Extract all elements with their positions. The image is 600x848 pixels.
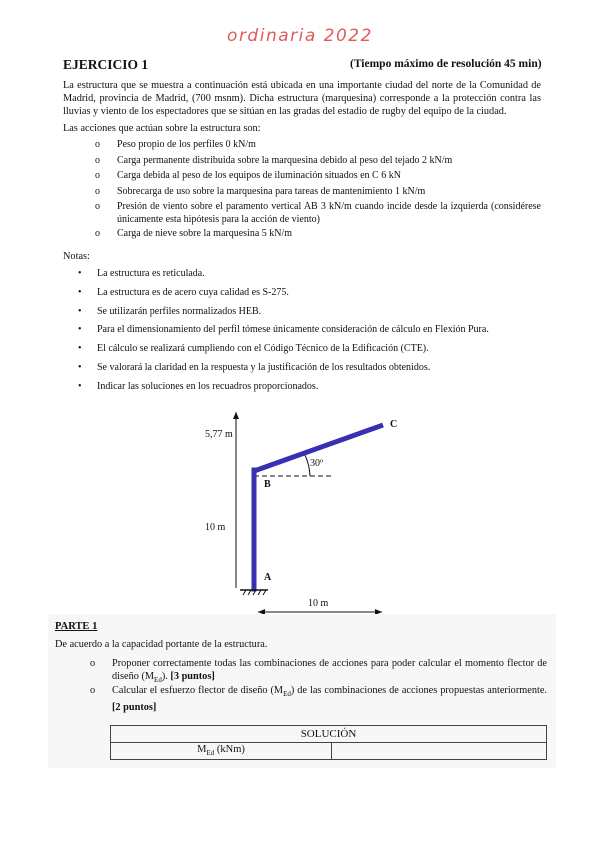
circle-bullet-icon: o	[90, 658, 96, 669]
intro-paragraph: La estructura que se muestra a continuación está ubicada en una importante ciudad del norte de la Comunidad de Madrid, provincia de Madrid, (700 msnm). Dicha estructura (marquesina) corresponde a la protección contra las lluvias y viento de los espectadores que se sitúan en las gradas del estadio de rugby del equipo de la ciudad.	[63, 80, 541, 117]
circle-bullet-icon: o	[90, 685, 96, 696]
solution-header: SOLUCIÓN	[111, 726, 547, 743]
dimension-label-top: 5,77 m	[205, 429, 233, 440]
list-item: • Indicar las soluciones en los recuadros proporcionados.	[78, 381, 319, 392]
bullet-icon: •	[78, 268, 82, 279]
list-item: • La estructura es reticulada.	[78, 268, 205, 279]
list-item: o Carga debida al peso de los equipos de iluminación situados en C 6 kN	[95, 170, 401, 181]
actions-heading: Las acciones que actúan sobre la estructura son:	[63, 123, 261, 134]
list-item: o Proponer correctamente todas las combinaciones de acciones para poder calcular el momento flector de diseño $(M_{Ed})$. [3 puntos]	[90, 658, 547, 685]
list-item: o Presión de viento sobre el paramento vertical AB 3 kN/m cuando incide desde la izquierda (considérese únicamente esta hipótesis para la acción de viento)	[95, 201, 541, 225]
list-item: • Se utilizarán perfiles normalizados HEB.	[78, 306, 262, 317]
list-item: o Sobrecarga de uso sobre la marquesina para tareas de mantenimiento 1 kN/m	[95, 186, 426, 197]
bullet-icon: •	[78, 324, 82, 335]
circle-bullet-icon: o	[95, 170, 100, 181]
fixed-support-icon	[240, 590, 268, 595]
notes-heading: Notas:	[63, 251, 90, 262]
circle-bullet-icon: o	[95, 139, 100, 150]
circle-bullet-icon: o	[95, 228, 100, 239]
angle-label: 30º	[310, 458, 324, 469]
bullet-icon: •	[78, 306, 82, 317]
part1-intro: De acuerdo a la capacidad portante de la estructura.	[55, 639, 268, 650]
solution-table	[110, 725, 547, 760]
list-item: o Carga de nieve sobre la marquesina 5 kN/m	[95, 228, 293, 239]
list-item: • La estructura es de acero cuya calidad es S-275.	[78, 287, 289, 298]
circle-bullet-icon: o	[95, 201, 100, 212]
solution-row-label: $M_{Ed}$ (kNm)	[111, 743, 332, 760]
bullet-icon: •	[78, 381, 82, 392]
dimension-label-left: 10 m	[205, 522, 226, 533]
dimension-label-bottom: 10 m	[308, 598, 329, 609]
list-item: • El cálculo se realizará cumpliendo con el Código Técnico de la Edificación (CTE).	[78, 343, 429, 354]
list-item: o Peso propio de los perfiles 0 kN/m	[95, 139, 256, 150]
point-label-a: A	[264, 572, 272, 583]
circle-bullet-icon: o	[95, 186, 100, 197]
solution-value-cell[interactable]	[332, 743, 547, 760]
bullet-icon: •	[78, 343, 82, 354]
list-item: • Para el dimensionamiento del perfil tómese únicamente consideración de cálculo en Flexión Pura.	[78, 324, 489, 335]
point-label-b: B	[264, 479, 271, 490]
exercise-title: EJERCICIO 1	[63, 57, 149, 72]
circle-bullet-icon: o	[95, 155, 100, 166]
list-item: • Se valorará la claridad en la respuesta y la justificación de los resultados obtenidos.	[78, 362, 431, 373]
point-label-c: C	[390, 419, 398, 430]
list-item: o Carga permanente distribuida sobre la marquesina debido al peso del tejado 2 kN/m	[95, 155, 453, 166]
bullet-icon: •	[78, 287, 82, 298]
time-limit: (Tiempo máximo de resolución 45 min)	[350, 58, 542, 70]
bullet-icon: •	[78, 362, 82, 373]
list-item: o Calcular el esfuerzo flector de diseño $(M_{Ed})$ de las combinaciones de acciones propuestas anteriormente. [2 puntos]	[90, 685, 547, 714]
part1-title: PARTE 1	[55, 621, 98, 632]
handwritten-label: ordinaria 2022	[227, 26, 373, 46]
